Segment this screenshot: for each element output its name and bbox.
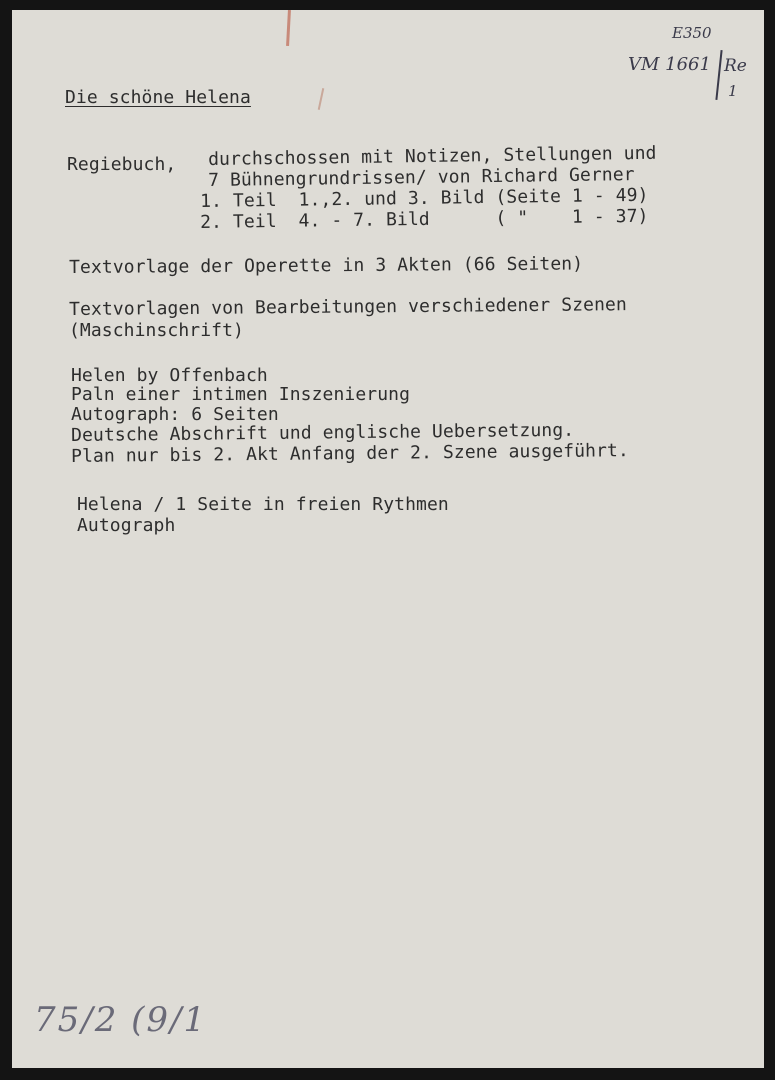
handwritten-code: E350: [672, 24, 712, 42]
document-page: [12, 10, 764, 1068]
helen-line-2: Paln einer intimen Inszenierung: [71, 384, 411, 405]
helena-line-2: Autograph: [77, 515, 176, 536]
bearbeitungen-line-1: Textvorlagen von Bearbeitungen verschiedener Szenen: [68, 294, 627, 320]
handwritten-reference: VM 1661: [628, 54, 711, 75]
helena-line-1: Helena / 1 Seite in freien Rythmen: [77, 494, 449, 515]
textvorlage-line: Textvorlage der Operette in 3 Akten (66 Seiten): [68, 253, 584, 278]
document-title: Die schöne Helena: [65, 87, 251, 108]
helen-line-1: Helen by Offenbach: [71, 365, 268, 386]
helen-line-5: Plan nur bis 2. Akt Anfang der 2. Szene ausgeführt.: [70, 440, 629, 467]
red-pencil-mark: [286, 10, 291, 46]
bearbeitungen-line-2: (Maschinschrift): [69, 320, 244, 341]
pencil-tick-mark: [318, 88, 325, 110]
helen-line-4: Deutsche Abschrift und englische Uebersetzung.: [70, 419, 575, 446]
handwritten-initials: Re: [724, 56, 747, 76]
regiebuch-line-3: 1. Teil 1.,2. und 3. Bild (Seite 1 - 49): [199, 184, 649, 212]
handwritten-archive-number: 75/2 (9/1: [34, 1000, 208, 1040]
regiebuch-label: Regiebuch,: [67, 154, 177, 175]
reference-divider-line: [715, 50, 722, 100]
regiebuch-line-1: durchschossen mit Notizen, Stellungen und: [207, 142, 657, 170]
handwritten-subnumber: 1: [728, 82, 738, 100]
regiebuch-line-4: 2. Teil 4. - 7. Bild ( " 1 - 37): [199, 205, 649, 233]
helen-line-3: Autograph: 6 Seiten: [71, 404, 279, 425]
regiebuch-line-2: 7 Bühnengrundrissen/ von Richard Gerner: [207, 164, 635, 191]
